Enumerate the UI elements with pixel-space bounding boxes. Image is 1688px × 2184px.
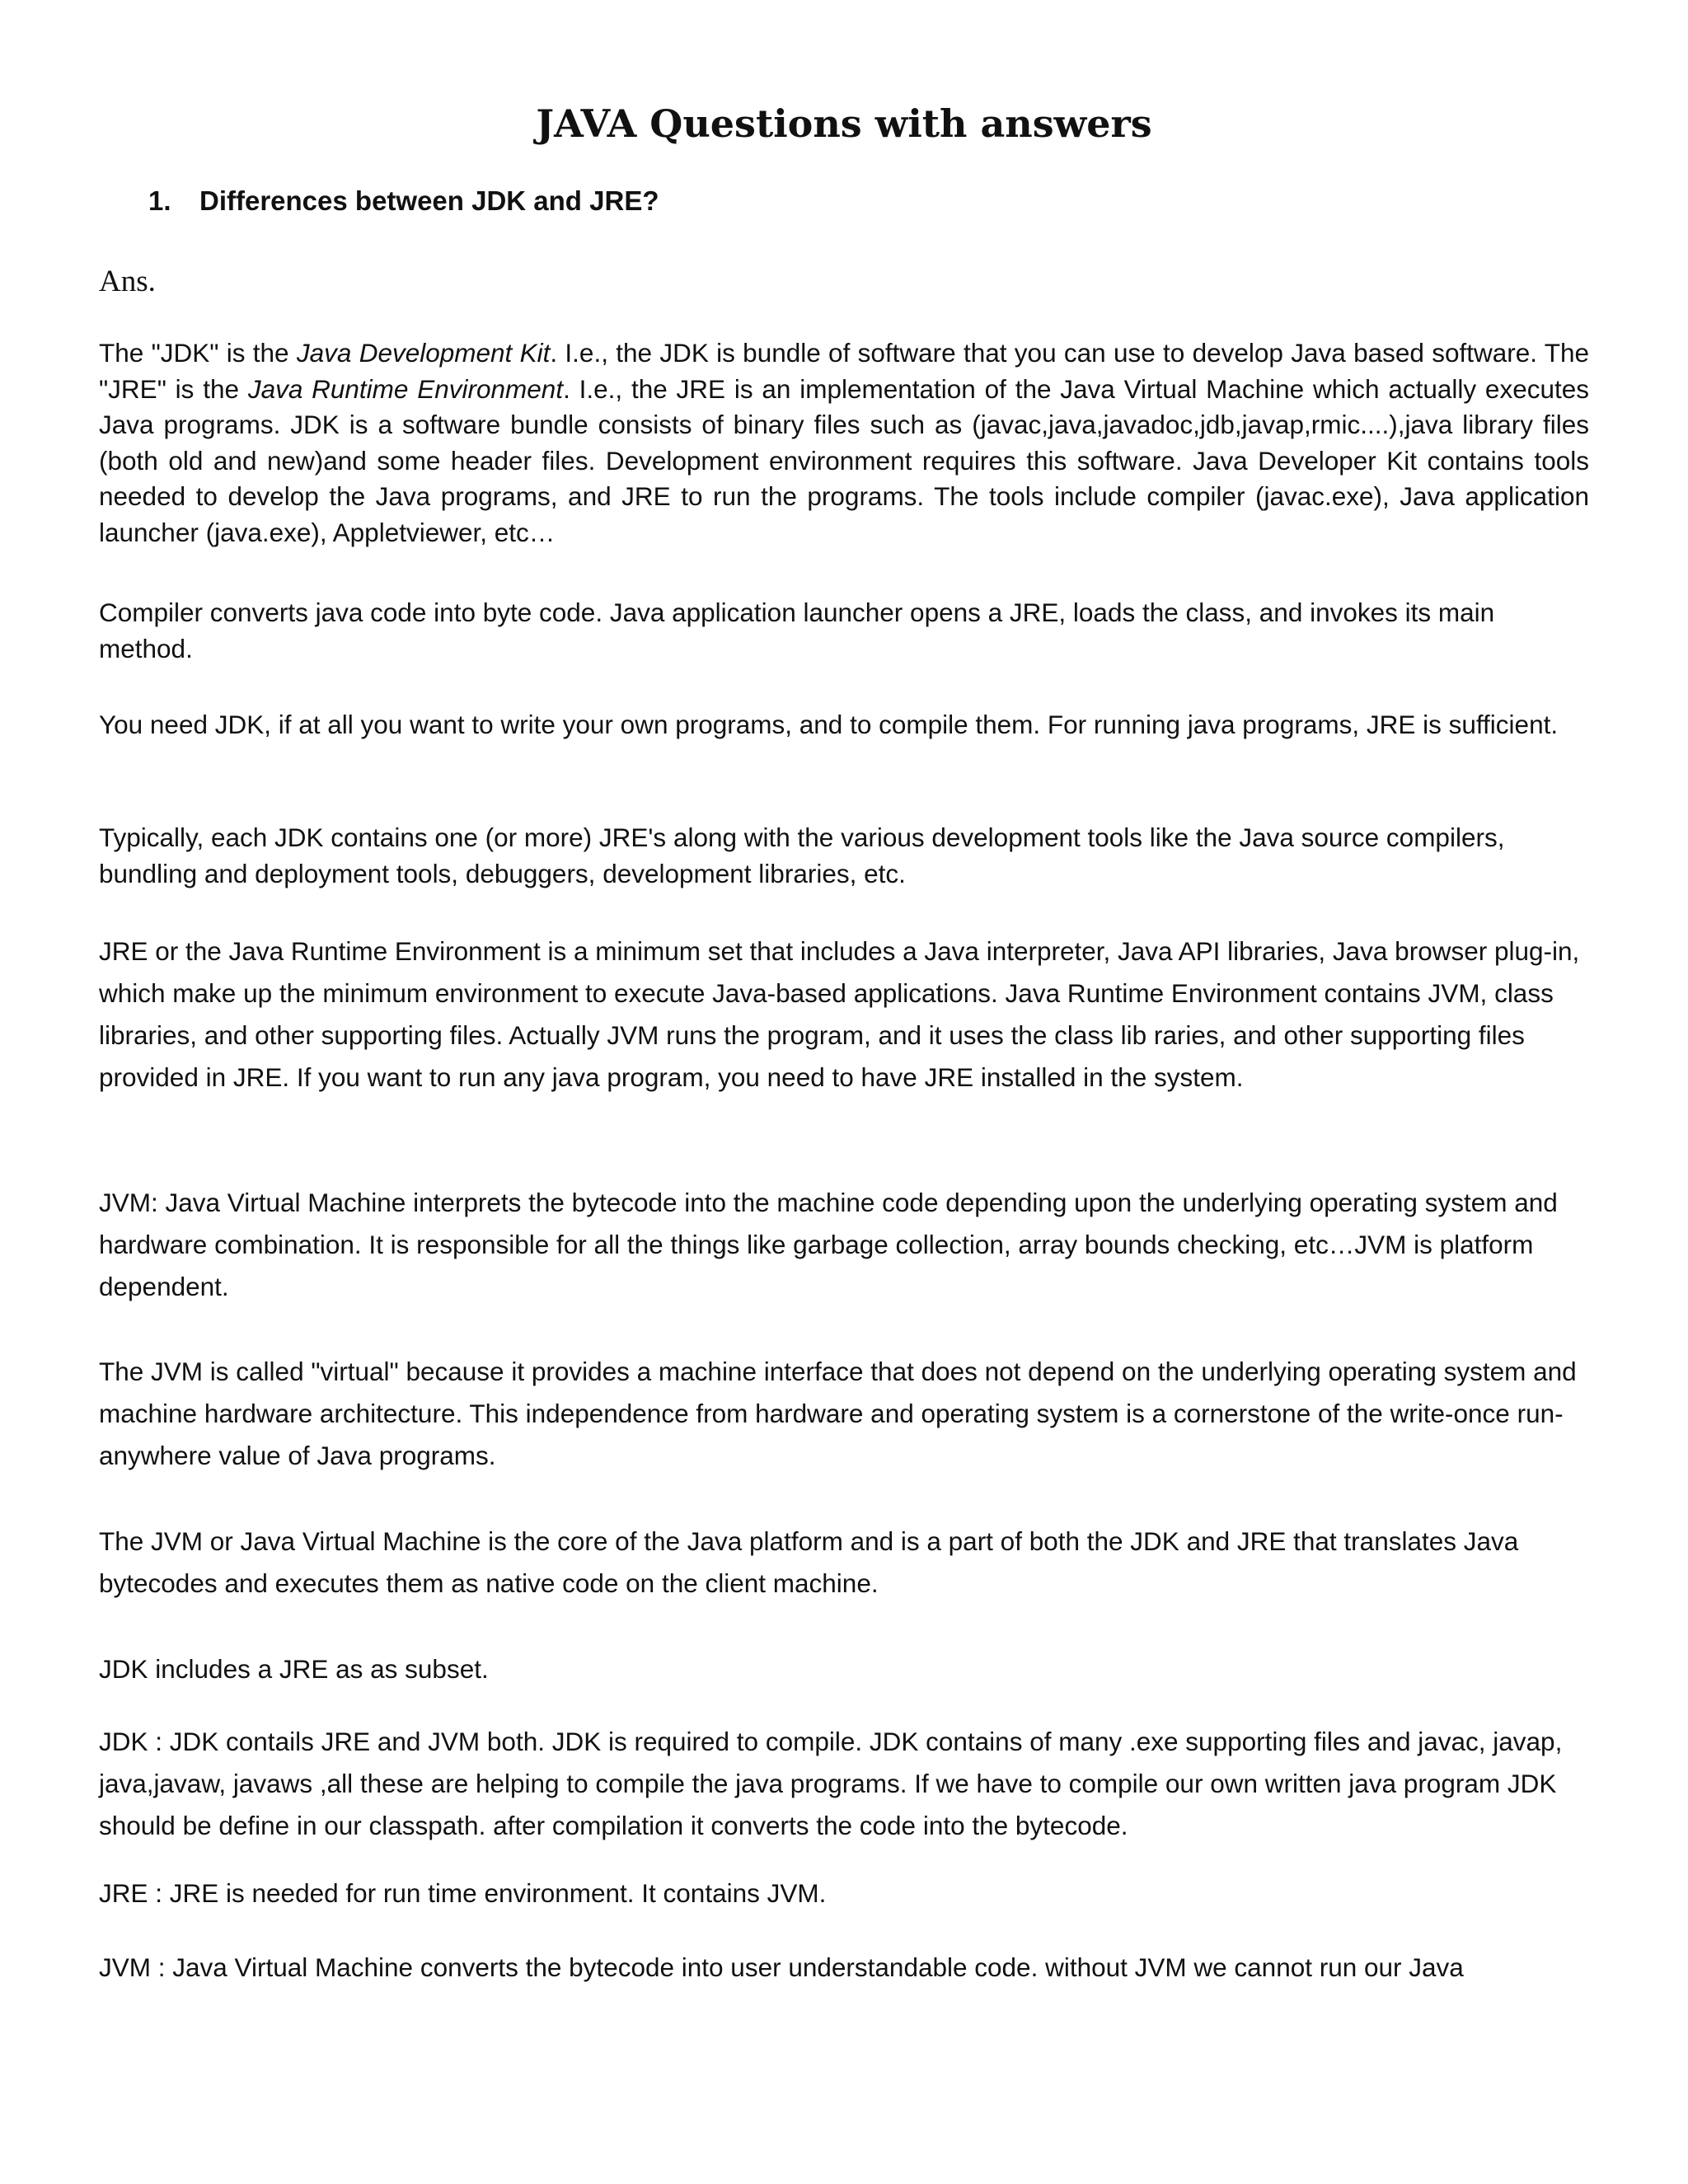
- document-title: JAVA Questions with answers: [536, 101, 1152, 146]
- paragraph-jvm-core: The JVM or Java Virtual Machine is the core of the Java platform and is a part of both the JDK and JRE that translates Java bytecodes and executes them as native code on the client machine.: [99, 1526, 1519, 1598]
- paragraph-jdk-details: JDK : JDK contails JRE and JVM both. JDK is required to compile. JDK contains of many .exe supporting files and javac, javap, java,javaw, javaws ,all these are helping to compile the java programs. If we have to compile our own written java program JDK should be define in our classpath. after compilation it converts the code into the bytecode.: [99, 1727, 1563, 1840]
- paragraph-jdk-includes: JDK includes a JRE as as subset.: [99, 1654, 489, 1684]
- answer-label: Ans.: [99, 265, 156, 298]
- question-heading: [148, 183, 659, 219]
- paragraph-jvm-virtual: The JVM is called "virtual" because it provides a machine interface that does not depend on the underlying operating system and machine hardware architecture. This independence from hardware and operating system is a cornerstone of the write-once run-anywhere value of Java programs.: [99, 1357, 1577, 1470]
- paragraph-jvm-definition: JVM: Java Virtual Machine interprets the bytecode into the machine code depending upon the underlying operating system and hardware combination. It is responsible for all the things like garbage collection, array bounds checking, etc…JVM is platform dependent.: [99, 1188, 1558, 1301]
- paragraph-jre-definition: JRE or the Java Runtime Environment is a minimum set that includes a Java interpreter, Java API libraries, Java browser plug-in, which make up the minimum environment to execute Java-based applications. Java Runtime Environment contains JVM, class libraries, and other supporting files. Actually JVM runs the program, and it uses the class lib raries, and other supporting files provided in JRE. If you want to run any java program, you need to have JRE installed in the system.: [99, 936, 1580, 1092]
- intro-text-2: . I.e., the JDK is bundle of software that you can use to develop Java based software. The "JRE" is the: [99, 338, 1590, 404]
- answer-intro-paragraph: [99, 335, 1589, 551]
- paragraph-jvm-details: JVM : Java Virtual Machine converts the bytecode into user understandable code. without JVM we cannot run our Java: [99, 1952, 1464, 1982]
- question-number: 1.: [148, 185, 171, 216]
- paragraph-jre-details: JRE : JRE is needed for run time environment. It contains JVM.: [99, 1878, 827, 1908]
- question-text: Differences between JDK and JRE?: [199, 185, 659, 216]
- intro-italic-jdk: Java Development Kit: [296, 338, 551, 368]
- paragraph-typically: Typically, each JDK contains one (or more) JRE's along with the various development tools like the Java source compilers, bundling and deployment tools, debuggers, development libraries, etc.: [99, 823, 1505, 888]
- paragraph-need-jdk: You need JDK, if at all you want to write your own programs, and to compile them. For running java programs, JRE is sufficient.: [99, 710, 1559, 739]
- paragraph-compiler: Compiler converts java code into byte code. Java application launcher opens a JRE, loads the class, and invokes its main method.: [99, 598, 1495, 663]
- intro-italic-jre: Java Runtime Environment: [247, 373, 564, 404]
- intro-text-1: The "JDK" is the: [99, 338, 297, 368]
- intro-text-3: . I.e., the JRE is an implementation of the Java Virtual Machine which actually executes Java programs. JDK is a software bundle consists of binary files such as (javac,java,javadoc,jdb,javap,rmic....),java library files (both old and new)and some header files. Development environment requires this software. Java Developer Kit contains tools needed to develop the Java programs, and JRE to run the programs. The tools include compiler (javac.exe), Java application launcher (java.exe), Appletviewer, etc…: [99, 373, 1589, 547]
